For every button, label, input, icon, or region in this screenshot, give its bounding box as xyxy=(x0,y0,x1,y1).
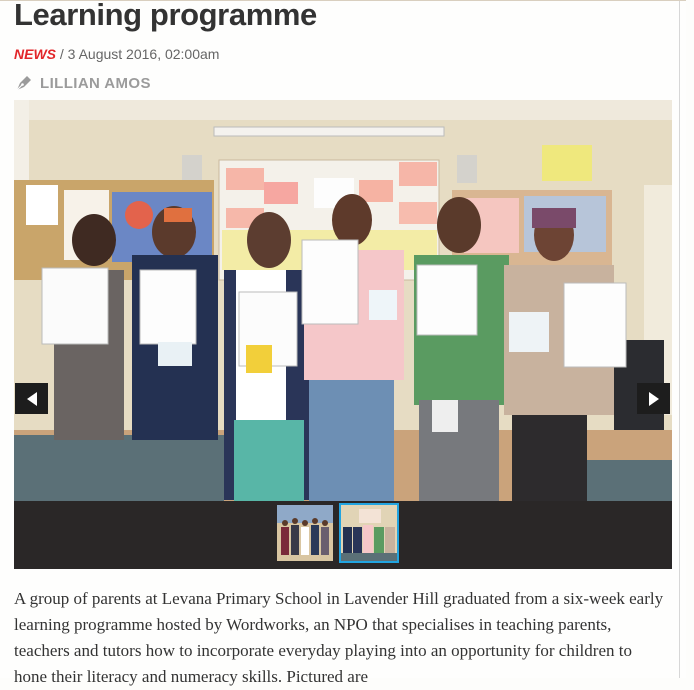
gallery-prev-button[interactable] xyxy=(15,383,48,414)
classroom-photo xyxy=(14,100,672,501)
divider xyxy=(679,1,680,678)
article-title: Learning programme xyxy=(14,0,317,32)
gallery-thumbnails xyxy=(275,503,399,563)
author-name[interactable]: LILLIAN AMOS xyxy=(40,74,151,92)
author-byline xyxy=(14,73,151,93)
category-link[interactable]: NEWS xyxy=(14,46,56,62)
gallery-thumbnail-1[interactable] xyxy=(275,503,335,563)
arrow-right-icon xyxy=(647,391,661,407)
article-body: A group of parents at Levana Primary School in Lavender Hill graduated from a six-week early learning programme hosted by Wordworks, an NPO that specialises in teaching parents, teachers and tutors how to incorporate everyday playing into an opportunity for children to hone their literacy and numeracy skills. Pictured are xyxy=(14,589,664,686)
arrow-left-icon xyxy=(25,391,39,407)
meta-separator: / xyxy=(56,46,68,62)
gallery-main-photo xyxy=(14,100,672,501)
article-meta xyxy=(14,46,219,62)
gallery-next-button[interactable] xyxy=(637,383,670,414)
photo-gallery xyxy=(14,100,672,569)
publish-date: 3 August 2016, 02:00am xyxy=(67,46,220,62)
gallery-thumbnail-2[interactable] xyxy=(339,503,399,563)
pen-icon xyxy=(14,73,34,93)
